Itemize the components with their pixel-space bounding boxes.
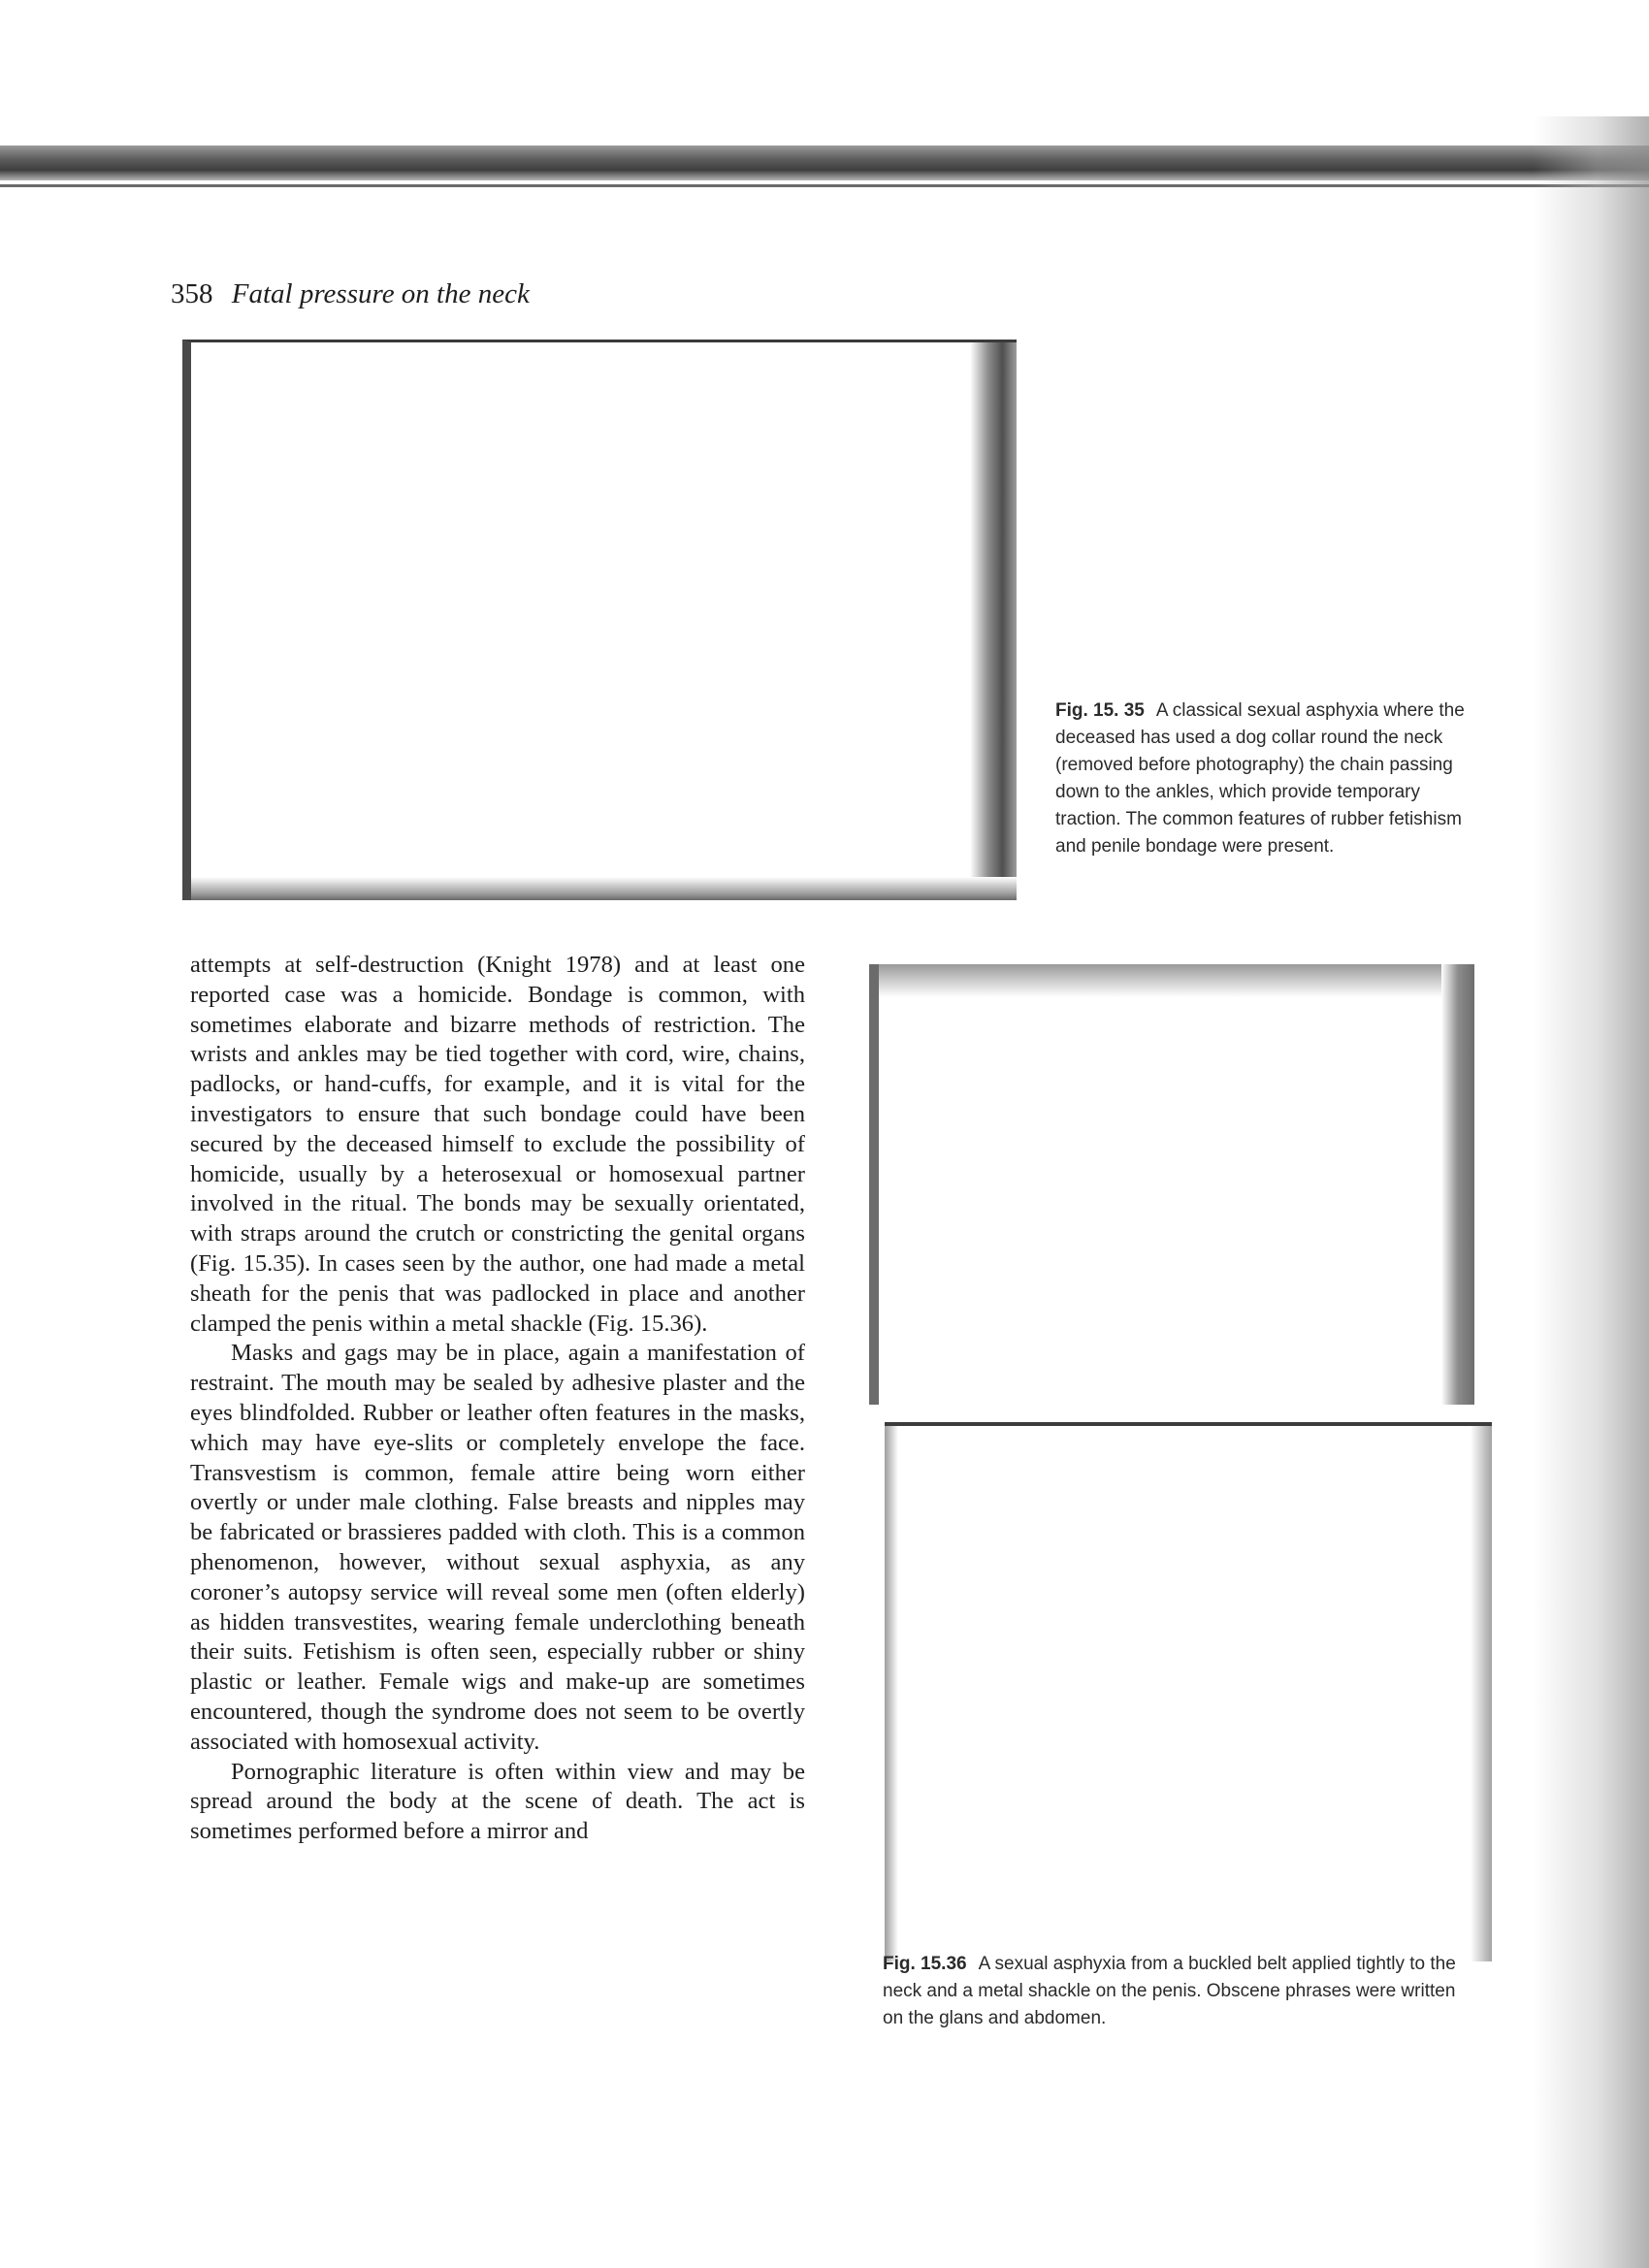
figure-15-35-photo (182, 340, 1017, 900)
caption-text: A classical sexual asphyxia where the deceased has used a dog collar round the neck (removed before photography) the chain passing down to the ankles, which provide temporary traction. The common features of rubber fetishism and penile bondage were present. (1055, 700, 1465, 857)
figure-label: Fig. 15.36 (883, 1954, 967, 1974)
scan-top-bar (0, 146, 1649, 180)
caption-text: A sexual asphyxia from a buckled belt applied tightly to the neck and a metal shackle on the penis. Obscene phrases were written on the glans and abdomen. (883, 1954, 1456, 2028)
figure-15-35-caption (1055, 697, 1482, 860)
figure-15-36-photo-bottom (885, 1422, 1492, 1961)
running-head (171, 278, 530, 310)
scan-right-shadow (1533, 116, 1649, 2268)
body-text (190, 951, 805, 1847)
figure-15-36-photo-top (869, 964, 1474, 1405)
paragraph: Masks and gags may be in place, again a manifestation of restraint. The mouth may be sealed by adhesive plaster and the eyes blindfolded. Rubber or leather often features in the masks, which may have eye-slits or completely envelope the face. Transvestism is common, female attire being worn either overtly or under male clothing. False breasts and nipples may be fabricated or brassieres padded with cloth. This is a common phenomenon, however, without sexual asphyxia, as any coroner’s autopsy service will reveal some men (often elderly) as hidden transvestites, wearing female underclothing beneath their suits. Fetishism is often seen, especially rubber or shiny plastic or leather. Female wigs and make-up are sometimes encountered, though the syndrome does not seem to be overtly associated with homosexual activity. (190, 1340, 805, 1755)
figure-label: Fig. 15. 35 (1055, 700, 1145, 721)
chapter-title: Fatal pressure on the neck (231, 278, 530, 309)
paragraph: attempts at self-destruction (Knight 1978) and at least one reported case was a homicide. Bondage is common, with sometimes elaborate and bizarre methods of restriction. The wrists and ankles may be tied together with cord, wire, chains, padlocks, or hand-cuffs, for example, and it is vital for the investigators to ensure that such bondage could have been secured by the deceased himself to exclude the possibility of homicide, usually by a heterosexual or homosexual partner involved in the ritual. The bonds may be sexually orientated, with straps around the crutch or constricting the genital organs (Fig. 15.35). In cases seen by the author, one had made a metal sheath for the penis that was padlocked in place and another clamped the penis within a metal shackle (Fig. 15.36). (190, 952, 805, 1337)
scan-top-rule (0, 184, 1649, 187)
page-number: 358 (171, 278, 213, 309)
paragraph: Pornographic literature is often within view and may be spread around the body at the scene of death. The act is sometimes performed before a mirror and (190, 1758, 805, 1845)
figure-15-36-caption (883, 1951, 1465, 2032)
